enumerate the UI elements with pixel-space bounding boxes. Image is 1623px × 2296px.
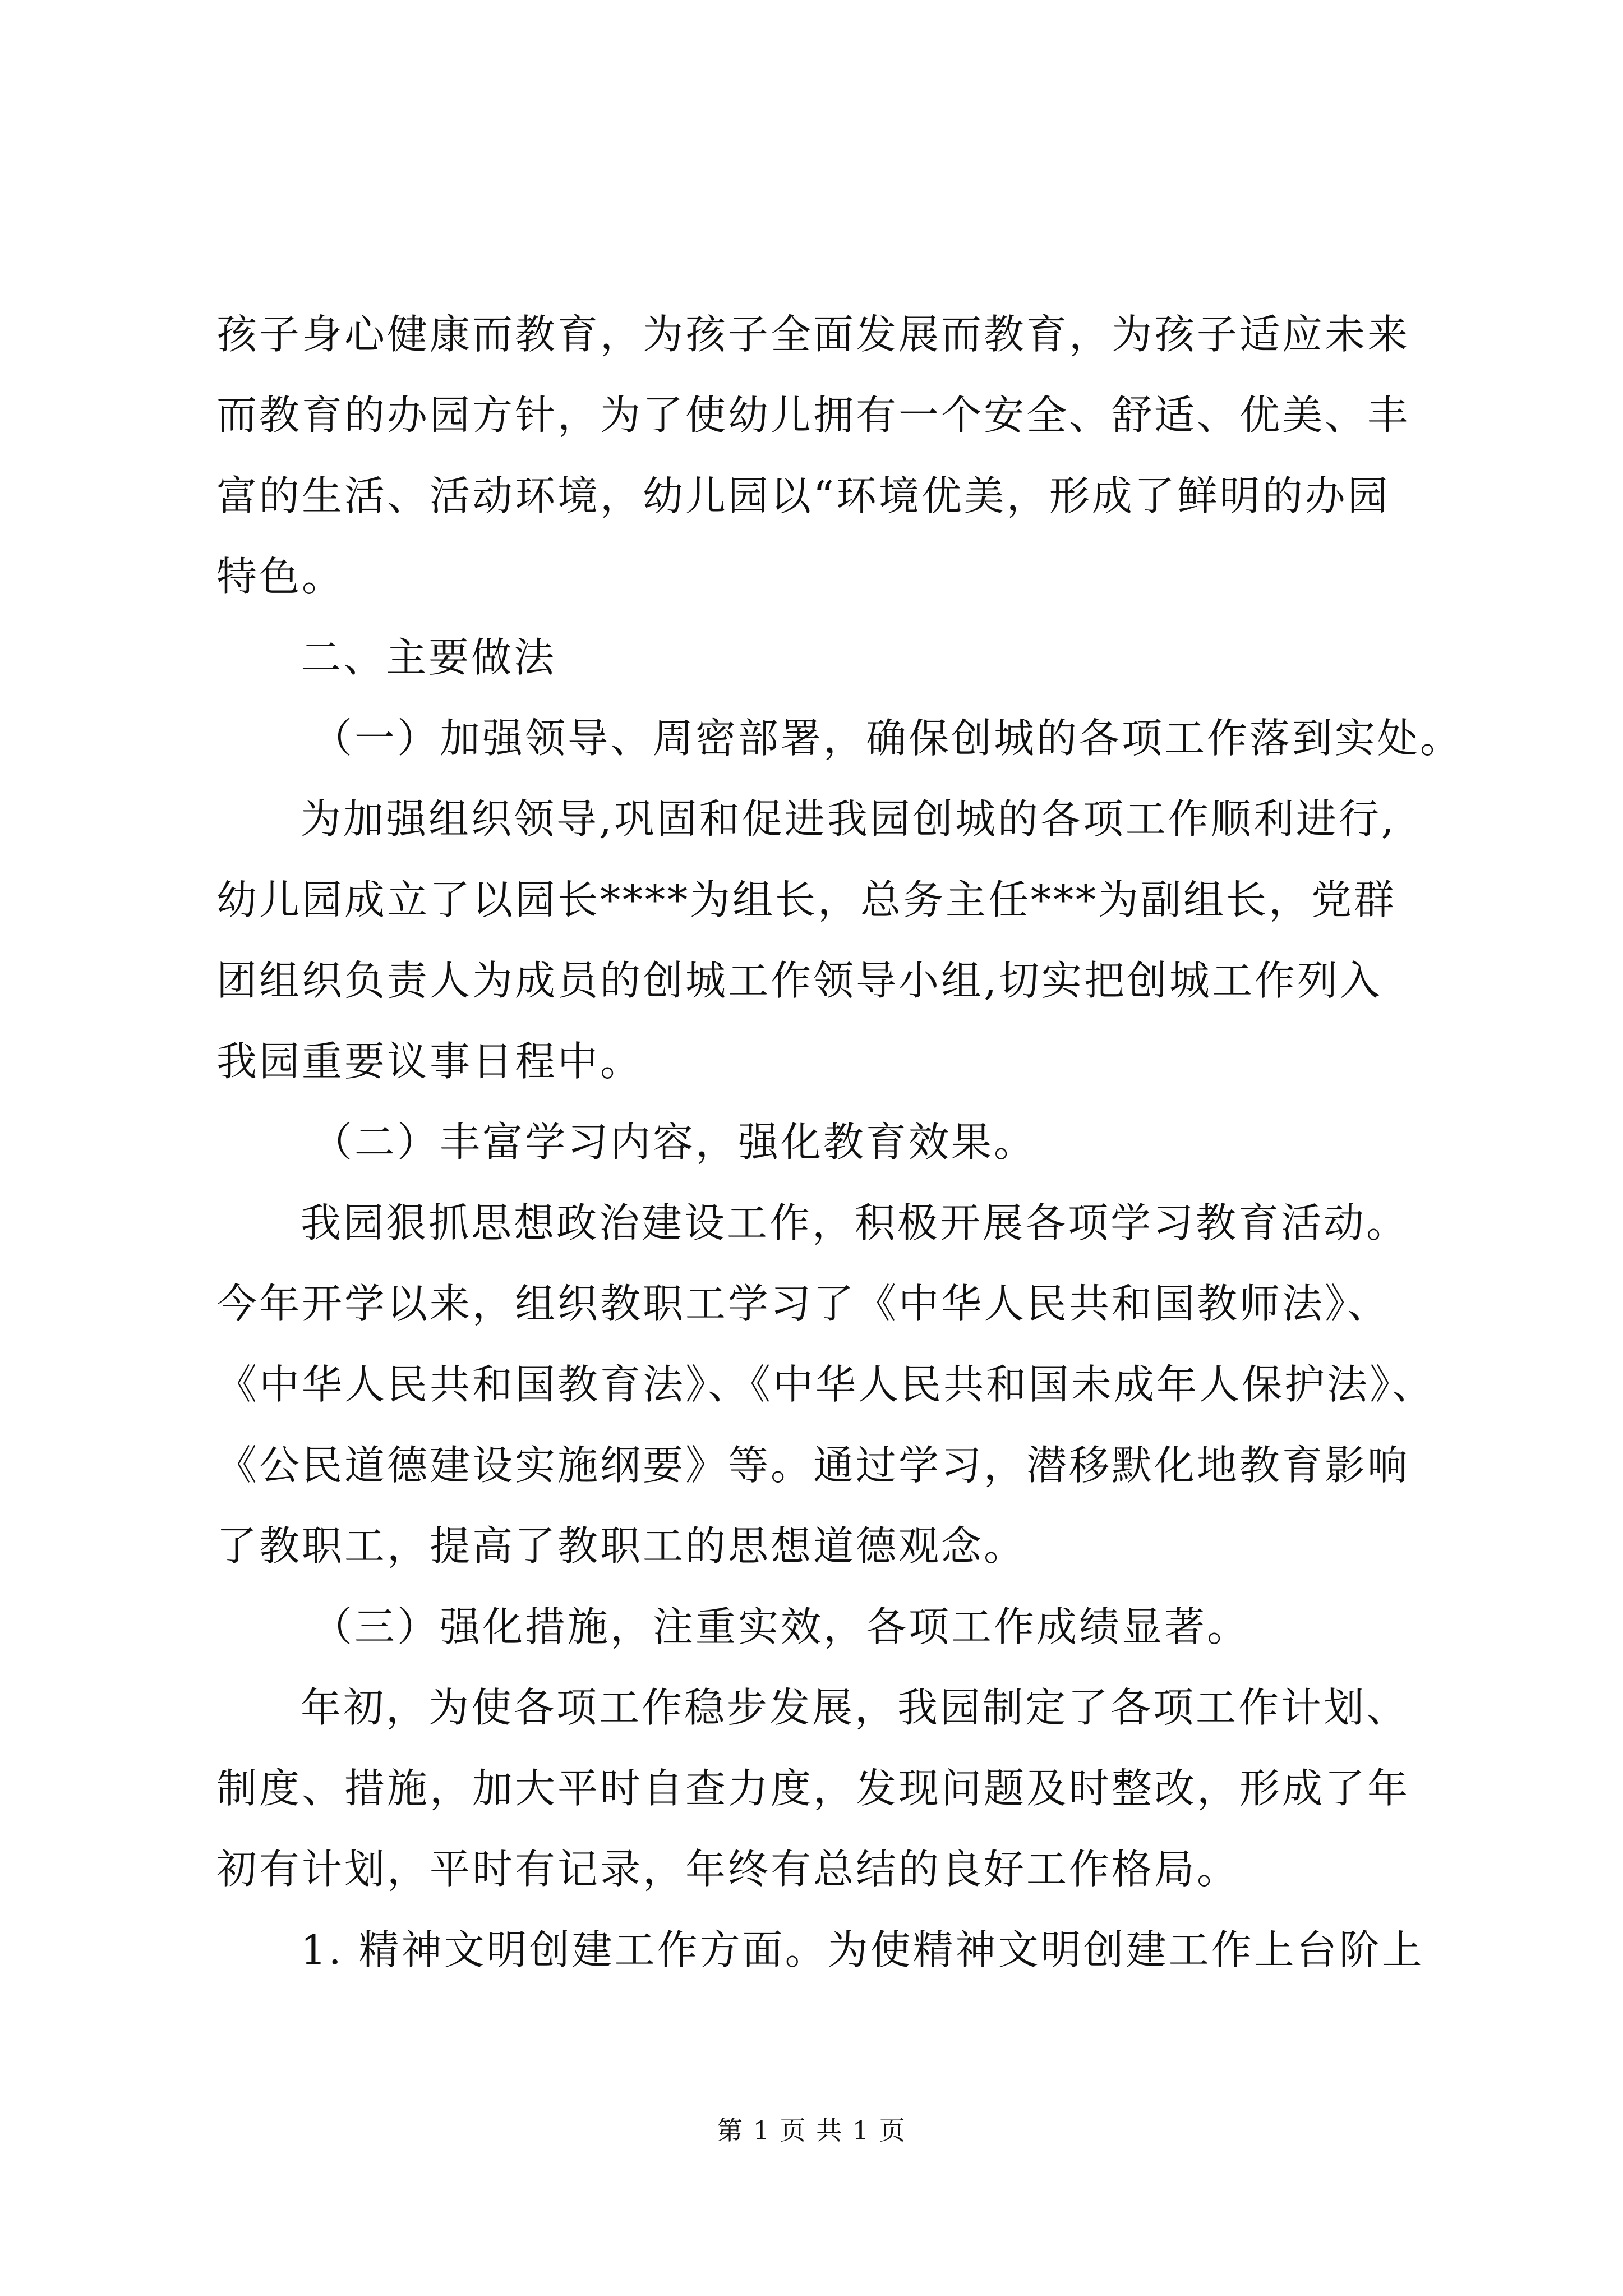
body-line-13: 今年开学以来，组织教职工学习了《中华人民共和国教师法》、 <box>216 1280 1390 1327</box>
body-line-8: 幼儿园成立了以园长****为组长，总务主任***为副组长，党群 <box>216 876 1397 923</box>
body-line-16: 了教职工，提高了教职工的思想道德观念。 <box>216 1522 1027 1570</box>
body-line-20: 初有计划，平时有记录，年终有总结的良好工作格局。 <box>216 1846 1240 1893</box>
body-line-1: 孩子身心健康而教育，为孩子全面发展而教育，为孩子适应未来 <box>216 311 1410 358</box>
body-line-10: 我园重要议事日程中。 <box>216 1038 643 1085</box>
body-line-19: 制度、措施，加大平时自查力度，发现问题及时整改，形成了年 <box>216 1765 1410 1812</box>
page-footer: 第 1 页 共 1 页 <box>717 2115 906 2146</box>
body-line-2: 而教育的办园方针，为了使幼儿拥有一个安全、舒适、优美、丰 <box>216 392 1410 439</box>
subsection-heading-1: （一）加强领导、周密部署，确保创城的各项工作落到实处。 <box>312 715 1463 762</box>
body-line-12: 我园狠抓思想政治建设工作，积极开展各项学习教育活动。 <box>301 1199 1409 1246</box>
body-line-21: 1. 精神文明创建工作方面。为使精神文明创建工作上台阶上 <box>301 1926 1424 1973</box>
body-line-15: 《公民道德建设实施纲要》等。通过学习，潜移默化地教育影响 <box>216 1442 1410 1489</box>
body-line-7: 为加强组织领导,巩固和促进我园创城的各项工作顺利进行, <box>301 795 1396 843</box>
body-line-4: 特色。 <box>216 553 345 600</box>
body-line-3: 富的生活、活动环境，幼儿园以“环境优美，形成了鲜明的办园 <box>216 472 1390 519</box>
subsection-heading-2: （二）丰富学习内容，强化教育效果。 <box>312 1119 1037 1166</box>
body-line-9: 团组织负责人为成员的创城工作领导小组,切实把创城工作列入 <box>216 957 1382 1004</box>
body-line-14: 《中华人民共和国教育法》、《中华人民共和国未成年人保护法》、 <box>216 1361 1435 1408</box>
section-heading: 二、主要做法 <box>301 634 557 681</box>
body-line-18: 年初，为使各项工作稳步发展，我园制定了各项工作计划、 <box>301 1684 1409 1731</box>
subsection-heading-3: （三）强化措施，注重实效，各项工作成绩显著。 <box>312 1603 1250 1650</box>
